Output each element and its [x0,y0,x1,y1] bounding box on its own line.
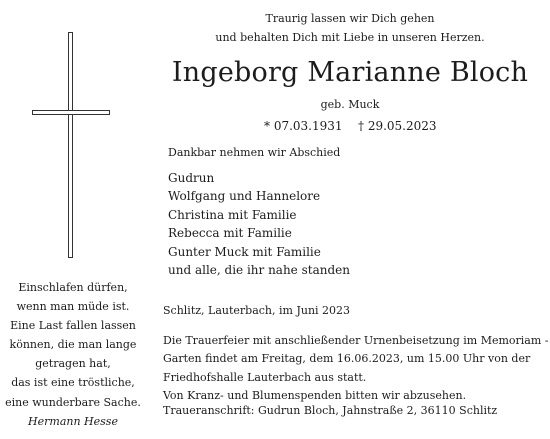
funeral-line: Friedhofshalle Lauterbach aus statt. [163,370,367,384]
mourners-list [168,169,350,279]
funeral-line: Garten findet am Freitag, dem 16.06.2023, um 15.00 Uhr von der [163,352,531,366]
poem-line: eine wunderbare Sache. [5,395,141,409]
mourner-entry: und alle, die ihr nahe standen [168,263,350,278]
funeral-line: Die Trauerfeier mit anschließender Urnenbeisetzung im Memoriam - [163,334,549,347]
poem-line: Einschlafen dürfen, [18,281,128,294]
poem-line: getragen hat, [35,357,111,371]
poem [5,278,141,431]
birth-date: * 07.03.1931 [264,119,343,133]
place-and-date: Schlitz, Lauterbach, im Juni 2023 [163,304,351,317]
death-date: † 29.05.2023 [358,119,437,133]
mourner-entry: Gunter Muck mit Familie [168,244,321,259]
poem-line: wenn man müde ist. [16,300,130,314]
poem-line: das ist eine tröstliche, [11,376,135,390]
funeral-line: Von Kranz- und Blumenspenden bitten wir abzusehen. [163,389,467,403]
mourner-entry: Christina mit Familie [168,207,297,222]
verse-line: Traurig lassen wir Dich gehen [265,12,435,25]
mourner-entry: Wolfgang und Hannelore [168,189,321,204]
poem-line: können, die man lange [9,338,137,352]
mourner-entry: Rebecca mit Familie [168,226,292,241]
funeral-details [163,332,548,406]
mourner-entry: Gudrun [168,171,215,185]
opening-verse [190,9,510,47]
cross-vertical-bar [68,32,73,258]
mourning-address: Traueranschrift: Gudrun Bloch, Jahnstraße 2, 36110 Schlitz [163,404,498,417]
cross-intersection [69,111,72,114]
maiden-name: geb. Muck [320,98,380,111]
farewell-line: Dankbar nehmen wir Abschied [168,146,341,159]
verse-line: und behalten Dich mit Liebe in unseren Herzen. [215,31,485,44]
deceased-name: Ingeborg Marianne Bloch [171,57,529,88]
poem-author: Hermann Hesse [28,414,118,428]
poem-line: Eine Last fallen lassen [10,319,136,333]
